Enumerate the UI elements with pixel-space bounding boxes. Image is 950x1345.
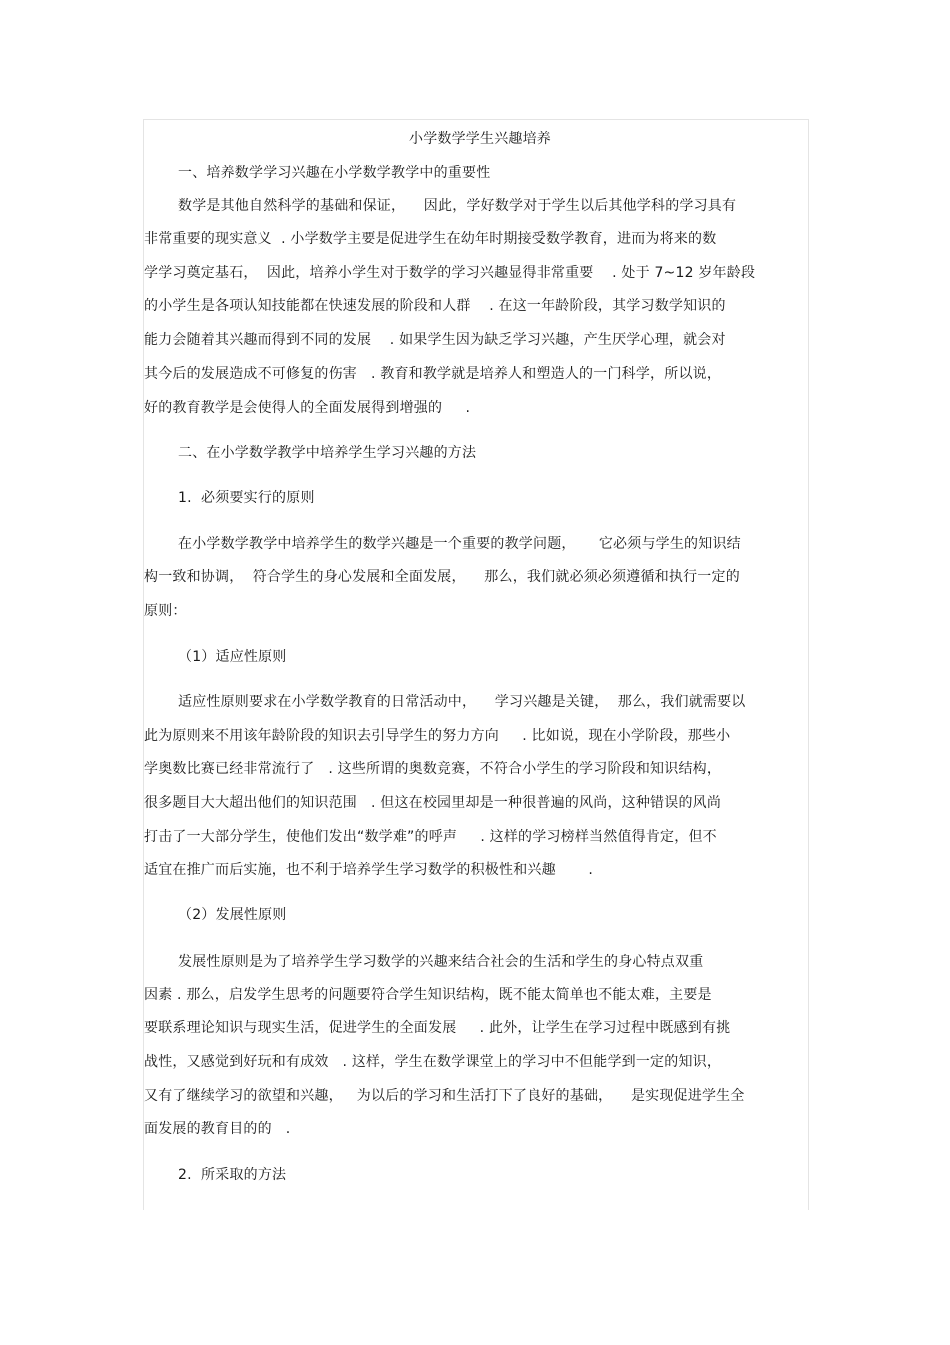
paragraph-line: 构一致和协调， 符合学生的身心发展和全面发展， 那么，我们就必须必须遵循和执行一定的 [144, 569, 740, 585]
heading-subsection-2: 2. 所采取的方法 [178, 1167, 287, 1183]
paragraph-line: 能力会随着其兴趣而得到不同的发展 . 如果学生因为缺乏学习兴趣，产生厌学心理，就会对 [144, 332, 726, 348]
heading-principle-2: （2）发展性原则 [178, 907, 287, 923]
heading-subsection-1: 1. 必须要实行的原则 [178, 490, 315, 506]
heading-section-1: 一、培养数学学习兴趣在小学数学教学中的重要性 [178, 165, 491, 181]
paragraph-line: 数学是其他自然科学的基础和保证， 因此，学好数学对于学生以后其他学科的学习具有 [178, 198, 737, 214]
paragraph-line: 发展性原则是为了培养学生学习数学的兴趣来结合社会的生活和学生的身心特点双重 [178, 954, 704, 970]
paragraph-line: 好的教育教学是会使得人的全面发展得到增强的 . [144, 400, 471, 416]
paragraph-line: 非常重要的现实意义 . 小学数学主要是促进学生在幼年时期接受数学教育，进而为将来的数 [144, 231, 717, 247]
paragraph-line: 战性，又感觉到好玩和有成效 . 这样，学生在数学课堂上的学习中不但能学到一定的知识， [144, 1054, 722, 1070]
paragraph-line: 面发展的教育目的的 . [144, 1121, 291, 1137]
document-title: 小学数学学生兴趣培养 [409, 131, 551, 147]
paragraph-line: 适应性原则要求在小学数学教育的日常活动中， 学习兴趣是关键， 那么，我们就需要以 [178, 694, 746, 710]
paragraph-line: 要联系理论知识与现实生活，促进学生的全面发展 . 此外，让学生在学习过程中既感到有挑 [144, 1020, 731, 1036]
heading-section-2: 二、在小学数学教学中培养学生学习兴趣的方法 [178, 445, 477, 461]
paragraph-line: 又有了继续学习的欲望和兴趣， 为以后的学习和生活打下了良好的基础， 是实现促进学生全 [144, 1088, 745, 1104]
paragraph-line: 原则： [144, 603, 187, 619]
heading-principle-1: （1）适应性原则 [178, 649, 287, 665]
paragraph-line: 适宜在推广而后实施，也不利于培养学生学习数学的积极性和兴趣 . [144, 862, 593, 878]
paragraph-line: 打击了一大部分学生，使他们发出“数学难”的呼声 . 这样的学习榜样当然值得肯定，但不 [144, 829, 717, 845]
paragraph-line: 因素 . 那么，启发学生思考的问题要符合学生知识结构，既不能太简单也不能太难，主要是 [144, 987, 712, 1003]
paragraph-line: 很多题目大大超出他们的知识范围 . 但这在校园里却是一种很普遍的风尚，这种错误的风尚 [144, 795, 722, 811]
paragraph-line: 其今后的发展造成不可修复的伤害 . 教育和教学就是培养人和塑造人的一门科学，所以说， [144, 366, 722, 382]
paragraph-line: 此为原则来不用该年龄阶段的知识去引导学生的努力方向 . 比如说，现在小学阶段，那些小 [144, 728, 731, 744]
paragraph-line: 学奥数比赛已经非常流行了 . 这些所谓的奥数竞赛，不符合小学生的学习阶段和知识结构， [144, 761, 722, 777]
paragraph-line: 在小学数学教学中培养学生的数学兴趣是一个重要的教学问题， 它必须与学生的知识结 [178, 536, 741, 552]
paragraph-line: 的小学生是各项认知技能都在快速发展的阶段和人群 . 在这一年龄阶段，其学习数学知识的 [144, 298, 726, 314]
paragraph-line: 学学习奠定基石， 因此，培养小学生对于数学的学习兴趣显得非常重要 . 处于 7~12 岁年龄段 [144, 265, 756, 281]
